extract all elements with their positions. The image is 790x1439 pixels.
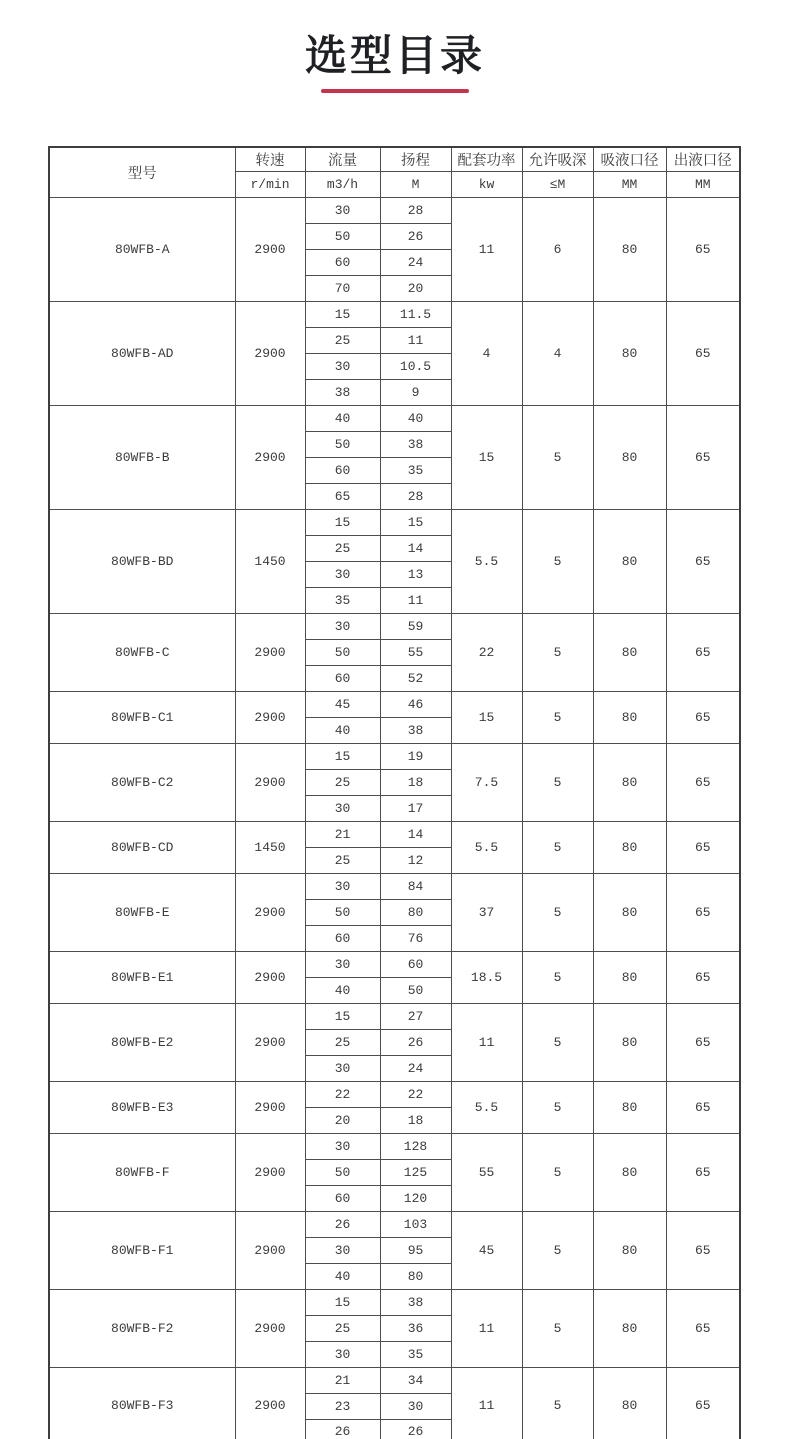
flow-cell: 30 bbox=[305, 561, 380, 587]
head-cell: 11 bbox=[380, 587, 451, 613]
suction-cell: 5 bbox=[522, 1367, 593, 1439]
outlet-cell: 65 bbox=[666, 1367, 740, 1439]
model-cell: 80WFB-C2 bbox=[49, 743, 235, 821]
speed-cell: 2900 bbox=[235, 1289, 305, 1367]
flow-cell: 70 bbox=[305, 275, 380, 301]
head-cell: 28 bbox=[380, 197, 451, 223]
suction-cell: 5 bbox=[522, 743, 593, 821]
head-cell: 120 bbox=[380, 1185, 451, 1211]
head-cell: 38 bbox=[380, 1289, 451, 1315]
inlet-cell: 80 bbox=[593, 743, 666, 821]
table-row bbox=[49, 1367, 740, 1393]
outlet-cell: 65 bbox=[666, 1003, 740, 1081]
table-row bbox=[49, 197, 740, 223]
outlet-cell: 65 bbox=[666, 873, 740, 951]
flow-cell: 25 bbox=[305, 327, 380, 353]
suction-cell: 6 bbox=[522, 197, 593, 301]
outlet-cell: 65 bbox=[666, 821, 740, 873]
flow-cell: 30 bbox=[305, 951, 380, 977]
flow-cell: 25 bbox=[305, 847, 380, 873]
speed-cell: 2900 bbox=[235, 613, 305, 691]
model-cell: 80WFB-F1 bbox=[49, 1211, 235, 1289]
power-cell: 11 bbox=[451, 1003, 522, 1081]
suction-cell: 5 bbox=[522, 1003, 593, 1081]
table-row bbox=[49, 873, 740, 899]
col-header-model: 型号 bbox=[49, 147, 235, 197]
model-cell: 80WFB-BD bbox=[49, 509, 235, 613]
inlet-cell: 80 bbox=[593, 301, 666, 405]
table-row bbox=[49, 743, 740, 769]
flow-cell: 21 bbox=[305, 1367, 380, 1393]
unit-outlet: MM bbox=[666, 171, 740, 197]
col-header-speed: 转速 bbox=[235, 147, 305, 171]
outlet-cell: 65 bbox=[666, 1289, 740, 1367]
flow-cell: 45 bbox=[305, 691, 380, 717]
flow-cell: 26 bbox=[305, 1211, 380, 1237]
outlet-cell: 65 bbox=[666, 743, 740, 821]
head-cell: 24 bbox=[380, 1055, 451, 1081]
flow-cell: 30 bbox=[305, 795, 380, 821]
head-cell: 46 bbox=[380, 691, 451, 717]
speed-cell: 2900 bbox=[235, 1003, 305, 1081]
head-cell: 34 bbox=[380, 1367, 451, 1393]
flow-cell: 30 bbox=[305, 1341, 380, 1367]
head-cell: 55 bbox=[380, 639, 451, 665]
flow-cell: 60 bbox=[305, 457, 380, 483]
table-row bbox=[49, 1211, 740, 1237]
power-cell: 5.5 bbox=[451, 509, 522, 613]
power-cell: 37 bbox=[451, 873, 522, 951]
speed-cell: 2900 bbox=[235, 197, 305, 301]
suction-cell: 5 bbox=[522, 1289, 593, 1367]
model-cell: 80WFB-F3 bbox=[49, 1367, 235, 1439]
flow-cell: 22 bbox=[305, 1081, 380, 1107]
flow-cell: 60 bbox=[305, 249, 380, 275]
speed-cell: 2900 bbox=[235, 691, 305, 743]
model-cell: 80WFB-E bbox=[49, 873, 235, 951]
power-cell: 45 bbox=[451, 1211, 522, 1289]
inlet-cell: 80 bbox=[593, 405, 666, 509]
selection-catalog-table bbox=[48, 146, 741, 1439]
suction-cell: 5 bbox=[522, 821, 593, 873]
table-row bbox=[49, 405, 740, 431]
flow-cell: 15 bbox=[305, 509, 380, 535]
speed-cell: 2900 bbox=[235, 405, 305, 509]
model-cell: 80WFB-A bbox=[49, 197, 235, 301]
flow-cell: 40 bbox=[305, 405, 380, 431]
col-header-outlet: 出液口径 bbox=[666, 147, 740, 171]
head-cell: 27 bbox=[380, 1003, 451, 1029]
flow-cell: 35 bbox=[305, 587, 380, 613]
speed-cell: 2900 bbox=[235, 1211, 305, 1289]
model-cell: 80WFB-B bbox=[49, 405, 235, 509]
power-cell: 11 bbox=[451, 1367, 522, 1439]
head-cell: 18 bbox=[380, 1107, 451, 1133]
flow-cell: 60 bbox=[305, 1185, 380, 1211]
speed-cell: 2900 bbox=[235, 1081, 305, 1133]
table-row bbox=[49, 301, 740, 327]
power-cell: 7.5 bbox=[451, 743, 522, 821]
head-cell: 26 bbox=[380, 1419, 451, 1439]
model-cell: 80WFB-F2 bbox=[49, 1289, 235, 1367]
page-header bbox=[0, 0, 790, 93]
speed-cell: 2900 bbox=[235, 1133, 305, 1211]
inlet-cell: 80 bbox=[593, 951, 666, 1003]
suction-cell: 5 bbox=[522, 613, 593, 691]
head-cell: 11.5 bbox=[380, 301, 451, 327]
power-cell: 11 bbox=[451, 197, 522, 301]
flow-cell: 50 bbox=[305, 431, 380, 457]
header-label-row bbox=[49, 147, 740, 171]
flow-cell: 60 bbox=[305, 665, 380, 691]
suction-cell: 4 bbox=[522, 301, 593, 405]
spec-table-body bbox=[49, 197, 740, 1439]
flow-cell: 50 bbox=[305, 223, 380, 249]
table-row bbox=[49, 1133, 740, 1159]
flow-cell: 25 bbox=[305, 1029, 380, 1055]
flow-cell: 40 bbox=[305, 717, 380, 743]
head-cell: 59 bbox=[380, 613, 451, 639]
flow-cell: 21 bbox=[305, 821, 380, 847]
flow-cell: 38 bbox=[305, 379, 380, 405]
head-cell: 38 bbox=[380, 717, 451, 743]
col-header-flow: 流量 bbox=[305, 147, 380, 171]
head-cell: 80 bbox=[380, 899, 451, 925]
power-cell: 15 bbox=[451, 691, 522, 743]
model-cell: 80WFB-F bbox=[49, 1133, 235, 1211]
inlet-cell: 80 bbox=[593, 1367, 666, 1439]
col-header-inlet: 吸液口径 bbox=[593, 147, 666, 171]
head-cell: 15 bbox=[380, 509, 451, 535]
head-cell: 30 bbox=[380, 1393, 451, 1419]
flow-cell: 30 bbox=[305, 613, 380, 639]
outlet-cell: 65 bbox=[666, 197, 740, 301]
outlet-cell: 65 bbox=[666, 405, 740, 509]
page-title: 选型目录 bbox=[304, 32, 485, 79]
head-cell: 38 bbox=[380, 431, 451, 457]
head-cell: 26 bbox=[380, 223, 451, 249]
power-cell: 55 bbox=[451, 1133, 522, 1211]
flow-cell: 65 bbox=[305, 483, 380, 509]
model-cell: 80WFB-C bbox=[49, 613, 235, 691]
flow-cell: 30 bbox=[305, 1055, 380, 1081]
head-cell: 22 bbox=[380, 1081, 451, 1107]
unit-speed: r/min bbox=[235, 171, 305, 197]
head-cell: 76 bbox=[380, 925, 451, 951]
head-cell: 24 bbox=[380, 249, 451, 275]
outlet-cell: 65 bbox=[666, 1211, 740, 1289]
head-cell: 9 bbox=[380, 379, 451, 405]
col-header-head: 扬程 bbox=[380, 147, 451, 171]
table-row bbox=[49, 613, 740, 639]
outlet-cell: 65 bbox=[666, 1081, 740, 1133]
col-header-suction: 允许吸深 bbox=[522, 147, 593, 171]
head-cell: 35 bbox=[380, 457, 451, 483]
model-cell: 80WFB-AD bbox=[49, 301, 235, 405]
model-cell: 80WFB-E3 bbox=[49, 1081, 235, 1133]
speed-cell: 2900 bbox=[235, 951, 305, 1003]
inlet-cell: 80 bbox=[593, 1003, 666, 1081]
head-cell: 50 bbox=[380, 977, 451, 1003]
head-cell: 103 bbox=[380, 1211, 451, 1237]
flow-cell: 26 bbox=[305, 1419, 380, 1439]
head-cell: 80 bbox=[380, 1263, 451, 1289]
suction-cell: 5 bbox=[522, 1211, 593, 1289]
flow-cell: 15 bbox=[305, 301, 380, 327]
head-cell: 52 bbox=[380, 665, 451, 691]
suction-cell: 5 bbox=[522, 691, 593, 743]
suction-cell: 5 bbox=[522, 1081, 593, 1133]
power-cell: 11 bbox=[451, 1289, 522, 1367]
head-cell: 12 bbox=[380, 847, 451, 873]
unit-inlet: MM bbox=[593, 171, 666, 197]
speed-cell: 2900 bbox=[235, 301, 305, 405]
head-cell: 95 bbox=[380, 1237, 451, 1263]
head-cell: 84 bbox=[380, 873, 451, 899]
table-row bbox=[49, 821, 740, 847]
inlet-cell: 80 bbox=[593, 691, 666, 743]
unit-suction: ≤M bbox=[522, 171, 593, 197]
flow-cell: 30 bbox=[305, 873, 380, 899]
flow-cell: 50 bbox=[305, 639, 380, 665]
unit-power: kw bbox=[451, 171, 522, 197]
model-cell: 80WFB-E1 bbox=[49, 951, 235, 1003]
flow-cell: 25 bbox=[305, 1315, 380, 1341]
flow-cell: 25 bbox=[305, 769, 380, 795]
inlet-cell: 80 bbox=[593, 509, 666, 613]
head-cell: 18 bbox=[380, 769, 451, 795]
head-cell: 17 bbox=[380, 795, 451, 821]
head-cell: 14 bbox=[380, 535, 451, 561]
col-header-power: 配套功率 bbox=[451, 147, 522, 171]
power-cell: 15 bbox=[451, 405, 522, 509]
flow-cell: 50 bbox=[305, 1159, 380, 1185]
power-cell: 5.5 bbox=[451, 821, 522, 873]
power-cell: 5.5 bbox=[451, 1081, 522, 1133]
flow-cell: 15 bbox=[305, 1003, 380, 1029]
inlet-cell: 80 bbox=[593, 1289, 666, 1367]
flow-cell: 25 bbox=[305, 535, 380, 561]
head-cell: 40 bbox=[380, 405, 451, 431]
speed-cell: 2900 bbox=[235, 743, 305, 821]
head-cell: 26 bbox=[380, 1029, 451, 1055]
flow-cell: 15 bbox=[305, 743, 380, 769]
flow-cell: 30 bbox=[305, 353, 380, 379]
speed-cell: 1450 bbox=[235, 509, 305, 613]
selection-catalog-table-wrap bbox=[48, 146, 790, 1439]
speed-cell: 1450 bbox=[235, 821, 305, 873]
inlet-cell: 80 bbox=[593, 1133, 666, 1211]
unit-head: M bbox=[380, 171, 451, 197]
speed-cell: 2900 bbox=[235, 873, 305, 951]
model-cell: 80WFB-CD bbox=[49, 821, 235, 873]
head-cell: 14 bbox=[380, 821, 451, 847]
outlet-cell: 65 bbox=[666, 691, 740, 743]
inlet-cell: 80 bbox=[593, 873, 666, 951]
table-row bbox=[49, 509, 740, 535]
suction-cell: 5 bbox=[522, 405, 593, 509]
flow-cell: 15 bbox=[305, 1289, 380, 1315]
head-cell: 13 bbox=[380, 561, 451, 587]
unit-flow: m3/h bbox=[305, 171, 380, 197]
head-cell: 10.5 bbox=[380, 353, 451, 379]
flow-cell: 60 bbox=[305, 925, 380, 951]
title-underline-accent bbox=[321, 89, 469, 93]
outlet-cell: 65 bbox=[666, 509, 740, 613]
table-row bbox=[49, 1289, 740, 1315]
suction-cell: 5 bbox=[522, 951, 593, 1003]
outlet-cell: 65 bbox=[666, 613, 740, 691]
outlet-cell: 65 bbox=[666, 951, 740, 1003]
suction-cell: 5 bbox=[522, 873, 593, 951]
model-cell: 80WFB-E2 bbox=[49, 1003, 235, 1081]
suction-cell: 5 bbox=[522, 1133, 593, 1211]
table-row bbox=[49, 691, 740, 717]
table-row bbox=[49, 1003, 740, 1029]
flow-cell: 40 bbox=[305, 977, 380, 1003]
head-cell: 11 bbox=[380, 327, 451, 353]
head-cell: 60 bbox=[380, 951, 451, 977]
head-cell: 128 bbox=[380, 1133, 451, 1159]
flow-cell: 30 bbox=[305, 1133, 380, 1159]
flow-cell: 30 bbox=[305, 1237, 380, 1263]
flow-cell: 30 bbox=[305, 197, 380, 223]
table-row bbox=[49, 951, 740, 977]
power-cell: 22 bbox=[451, 613, 522, 691]
flow-cell: 40 bbox=[305, 1263, 380, 1289]
power-cell: 18.5 bbox=[451, 951, 522, 1003]
head-cell: 125 bbox=[380, 1159, 451, 1185]
head-cell: 36 bbox=[380, 1315, 451, 1341]
model-cell: 80WFB-C1 bbox=[49, 691, 235, 743]
table-header bbox=[49, 147, 740, 197]
flow-cell: 50 bbox=[305, 899, 380, 925]
inlet-cell: 80 bbox=[593, 613, 666, 691]
inlet-cell: 80 bbox=[593, 1081, 666, 1133]
flow-cell: 23 bbox=[305, 1393, 380, 1419]
head-cell: 35 bbox=[380, 1341, 451, 1367]
outlet-cell: 65 bbox=[666, 1133, 740, 1211]
outlet-cell: 65 bbox=[666, 301, 740, 405]
head-cell: 19 bbox=[380, 743, 451, 769]
speed-cell: 2900 bbox=[235, 1367, 305, 1439]
suction-cell: 5 bbox=[522, 509, 593, 613]
head-cell: 28 bbox=[380, 483, 451, 509]
head-cell: 20 bbox=[380, 275, 451, 301]
flow-cell: 20 bbox=[305, 1107, 380, 1133]
power-cell: 4 bbox=[451, 301, 522, 405]
table-row bbox=[49, 1081, 740, 1107]
inlet-cell: 80 bbox=[593, 197, 666, 301]
inlet-cell: 80 bbox=[593, 821, 666, 873]
inlet-cell: 80 bbox=[593, 1211, 666, 1289]
